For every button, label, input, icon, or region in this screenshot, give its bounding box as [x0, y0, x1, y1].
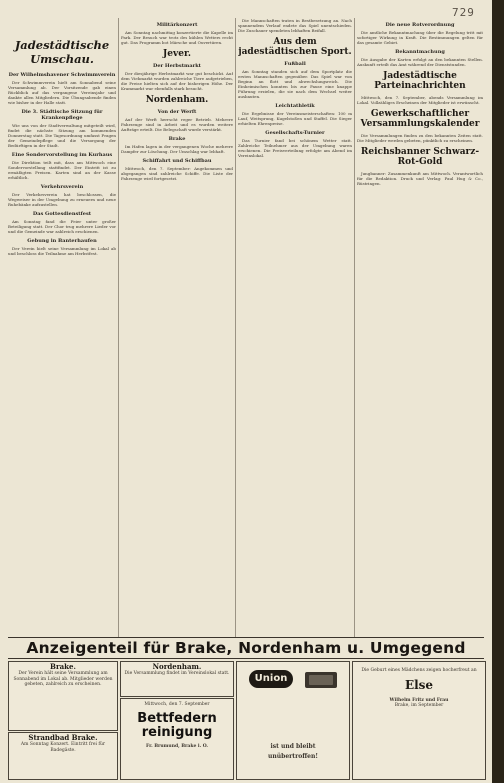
section-heading: Bekanntmachung [395, 49, 445, 55]
ad-slogan-1: ist und bleibt [270, 743, 316, 750]
ad-title: Strandbad Brake. [28, 733, 98, 742]
section-heading: Das Gottesdienstfest [32, 211, 92, 217]
ad-else-name: Else [404, 677, 434, 692]
article-text: Die Ergebnisse der Vereinsmeisterschaften: 100 m Lauf, Weitsprung, Kugelstoßen und Staffel. Die Sieger erhielten Ehrenpreise. [238, 111, 352, 126]
ad-date: Mittwoch, den 7. September [144, 702, 210, 707]
ad-names: Wilhelm Fritz und Frau [389, 697, 449, 703]
article-text: Der Schwimmverein hielt am Sonnabend seine Versammlung ab. Der Vorsitzende gab einen Rückblick auf das vergangene Vereinsjahr und dankte allen Mitgliedern. Die Übungsabende finden wie bisher in der Halle statt. [8, 80, 116, 105]
section-title-nordenham: Nordenham. [145, 95, 209, 105]
section-heading: Von der Werft [157, 109, 197, 115]
article-text: Der Verkehrsverein hat beschlossen, die Wegweiser in der Umgebung zu erneuern und neue Ruhebänke aufzustellen. [8, 192, 116, 207]
section-heading: Gebung in Banterhaufen [27, 238, 97, 244]
ad-union [236, 661, 350, 780]
article-text: Jungbanner: Zusammenkunft am Mittwoch. Verantwortlich für die Redaktion. Druck und Verlag: Paul Hug & Co., Rüstringen. [357, 171, 483, 186]
ad-bettfedern-line1: Bettfedern [137, 710, 217, 726]
column-divider [118, 18, 119, 638]
column-3 [238, 18, 352, 638]
column-2 [121, 18, 233, 638]
ad-strandbad [8, 732, 118, 780]
section-heading: Die neue Rotverordnung [385, 22, 455, 28]
ad-text: Die Geburt eines Mädchens zeigen hocherfreut an [361, 668, 477, 673]
article-text: Am Sonntag standen sich auf dem Sportplatz die ersten Mannschaften gegenüber. Das Spiel war von Beginn an flott und abwechslungsreich. Die Einheimischen konnten bis zur Pause eine knappe Führung erzielen, die sie nach dem Wechsel weiter ausbauten. [238, 69, 352, 99]
ad-else [352, 661, 486, 780]
article-text: Im Hafen lagen in der vergangenen Woche mehrere Dampfer zur Löschung. Der Umschlag war lebhaft. [121, 144, 233, 154]
article-text: Auf der Werft herrscht reger Betrieb. Mehrere Fahrzeuge sind in Arbeit und es wurden weitere Aufträge erteilt. Die Belegschaft wurde verstärkt. [121, 117, 233, 132]
section-heading: Der Wilhelmshavener Schwimmverein [8, 72, 116, 78]
page-number: 729 [452, 6, 475, 19]
article-text: Mittwoch, den 7. September, abends Versammlung im Lokal. Vollzähliges Erscheinen der Mitglieder ist erwünscht. [357, 95, 483, 105]
article-text: Am Sonntag nachmittag konzertierte die Kapelle im Park. Der Besuch war trotz des kühlen Wetters recht gut. Das Programm bot Märsche und Ouvertüren. [121, 30, 233, 45]
article-text: Am Sonntag fand die Feier unter großer Beteiligung statt. Der Chor trug mehrere Lieder vor und die Gemeinde war zahlreich erschienen. [8, 219, 116, 234]
article-text: Mittwoch, den 7. September: Angekommen und abgegangen sind zahlreiche Schiffe. Die Liste der Fahrzeuge wird fortgesetzt. [121, 166, 233, 181]
section-heading: Schiffahrt und Schiffbau [142, 158, 212, 164]
ad-title: Brake. [50, 662, 76, 671]
article-text: Der Verein hielt seine Versammlung im Lokal ab und beschloss die Teilnahme am Herbstfest. [8, 246, 116, 256]
section-heading: Gesellschafts-Turnier [265, 130, 325, 136]
union-logo: Union [249, 670, 293, 688]
section-heading: Der Herbstmarkt [153, 63, 201, 69]
column-divider [354, 18, 355, 638]
article-text: Das Turnier fand bei schönem Wetter statt. Zahlreiche Teilnehmer aus der Umgebung waren erschienen. Die Preisverteilung erfolgte am Abend im Vereinslokal. [238, 138, 352, 158]
column-4 [357, 18, 483, 638]
section-title-jever: Jever. [163, 49, 191, 59]
section-heading: Eine Sondervorstellung im Kurhaus [11, 152, 113, 158]
section-heading: Die 3. Städtische Sitzung für Krankenpflege [21, 109, 103, 121]
ad-slogan-2: unübertroffen! [268, 753, 318, 760]
column-1-title: Jadestädtische Umschau. [14, 38, 110, 66]
section-heading: Leichtathletik [275, 103, 315, 109]
ad-text: Der Verein hält seine Versammlung am Sonnabend im Lokal ab. Mitglieder werden gebeten, zahlreich zu erscheinen. [13, 671, 113, 687]
section-heading: Verkehrsverein [40, 184, 84, 190]
ad-bettfedern [120, 698, 234, 780]
column-divider [235, 18, 236, 638]
article-text: Der diesjährige Herbstmarkt war gut beschickt. Auf dem Viehmarkt wurden zahlreiche Tiere aufgetrieben, die Preise hielten sich auf der bisherigen Höhe. Der Krammarkt war ebenfalls stark besucht. [121, 71, 233, 91]
section-title-versammlungskalender: Gewerkschaftlicher Versammlungskalender [360, 109, 480, 129]
ad-address: Fr. Brumund, Brake i. O. [146, 743, 208, 749]
article-text: Wie uns von der Stadtverwaltung mitgeteilt wird, findet die nächste Sitzung am kommenden Donnerstag statt. Die Tagesordnung umfasst Fragen der Gemeindepflege und die Versorgung der Bedürftigen in der Stadt. [8, 123, 116, 148]
article-text: Die Versammlungen finden zu den bekannten Zeiten statt. Die Mitglieder werden gebeten, pünktlich zu erscheinen. [357, 133, 483, 143]
ad-text: Die Versammlung findet im Vereinslokal statt. [124, 671, 230, 676]
ad-nordenham [120, 661, 234, 697]
column-1 [8, 18, 116, 638]
ad-brake [8, 661, 118, 731]
section-heading: Fußball [284, 61, 306, 67]
ad-place: Brake, im September [394, 703, 444, 708]
ad-title: Nordenham. [152, 662, 202, 671]
article-text: Die Mannschaften traten in Bestbesetzung an. Nach spannendem Verlauf endete das Spiel unentschieden. Die Zuschauer spendeten lebhaften Beifall. [238, 18, 352, 33]
section-title-sport: Aus dem jadestädtischen Sport. [238, 37, 352, 57]
section-heading: Brake [168, 136, 186, 142]
ad-bettfedern-line2: reinigung [141, 724, 213, 740]
article-text: Die amtliche Bekanntmachung über die Regelung tritt mit sofortiger Wirkung in Kraft. Die Bestimmungen gelten für das gesamte Gebiet. [357, 30, 483, 45]
section-title-parteinachrichten: Jadestädtische Parteinachrichten [374, 71, 466, 91]
briquette-icon [301, 666, 341, 692]
section-title-reichsbanner: Reichsbanner Schwarz-Rot-Gold [360, 147, 480, 167]
ad-text: Am Sonntag Konzert. Eintritt frei für Badegäste. [20, 742, 106, 753]
binding-edge [492, 0, 504, 783]
article-text: Die Direktion teilt mit, dass am Mittwoch eine Sondervorstellung stattfindet. Der Eintritt ist zu ermäßigten Preisen. Karten sind an der Kasse erhältlich. [8, 160, 116, 180]
section-heading: Militärkonzert [156, 22, 198, 28]
advert-banner: Anzeigenteil für Brake, Nordenham u. Umgegend [8, 637, 484, 659]
article-text: Die Ausgabe der Karten erfolgt an den bekannten Stellen. Auskunft erteilt das Amt während der Dienststunden. [357, 57, 483, 67]
